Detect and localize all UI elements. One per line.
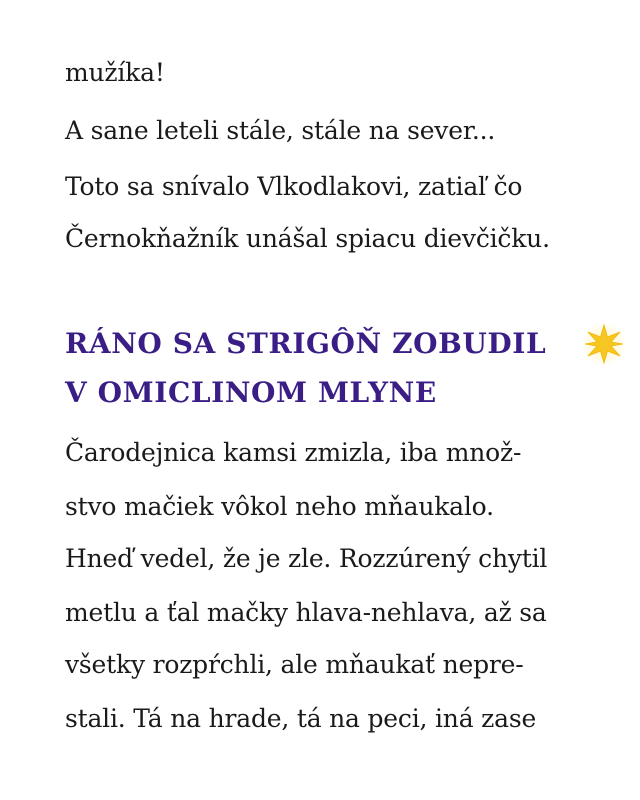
sparkle-star-icon [578, 318, 630, 370]
paragraph-2-line-2: stvo mačiek vôkol neho mňaukalo. [65, 492, 494, 521]
paragraph-1-line-3: Toto sa snívalo Vlkodlakovi, zatiaľ čo [65, 172, 523, 201]
chapter-heading-line-2: V OMICLINOM MLYNE [65, 376, 437, 409]
paragraph-1-line-1: mužíka! [65, 58, 165, 87]
paragraph-2-line-6: stali. Tá na hrade, tá na peci, iná zase [65, 704, 537, 733]
paragraph-2-line-3: Hneď vedel, že je zle. Rozzúrený chytil [65, 544, 548, 573]
paragraph-1-line-2: A sane leteli stále, stále na sever... [65, 116, 496, 145]
paragraph-2-line-1: Čarodejnica kamsi zmizla, iba množ- [65, 438, 522, 467]
paragraph-2-line-4: metlu a ťal mačky hlava-nehlava, až sa [65, 598, 547, 627]
paragraph-2-line-5: všetky rozpŕchli, ale mňaukať nepre- [65, 650, 524, 679]
chapter-heading-line-1: RÁNO SA STRIGÔŇ ZOBUDIL [65, 327, 547, 360]
paragraph-1-line-4: Černokňažník unášal spiacu dievčičku. [65, 224, 550, 253]
